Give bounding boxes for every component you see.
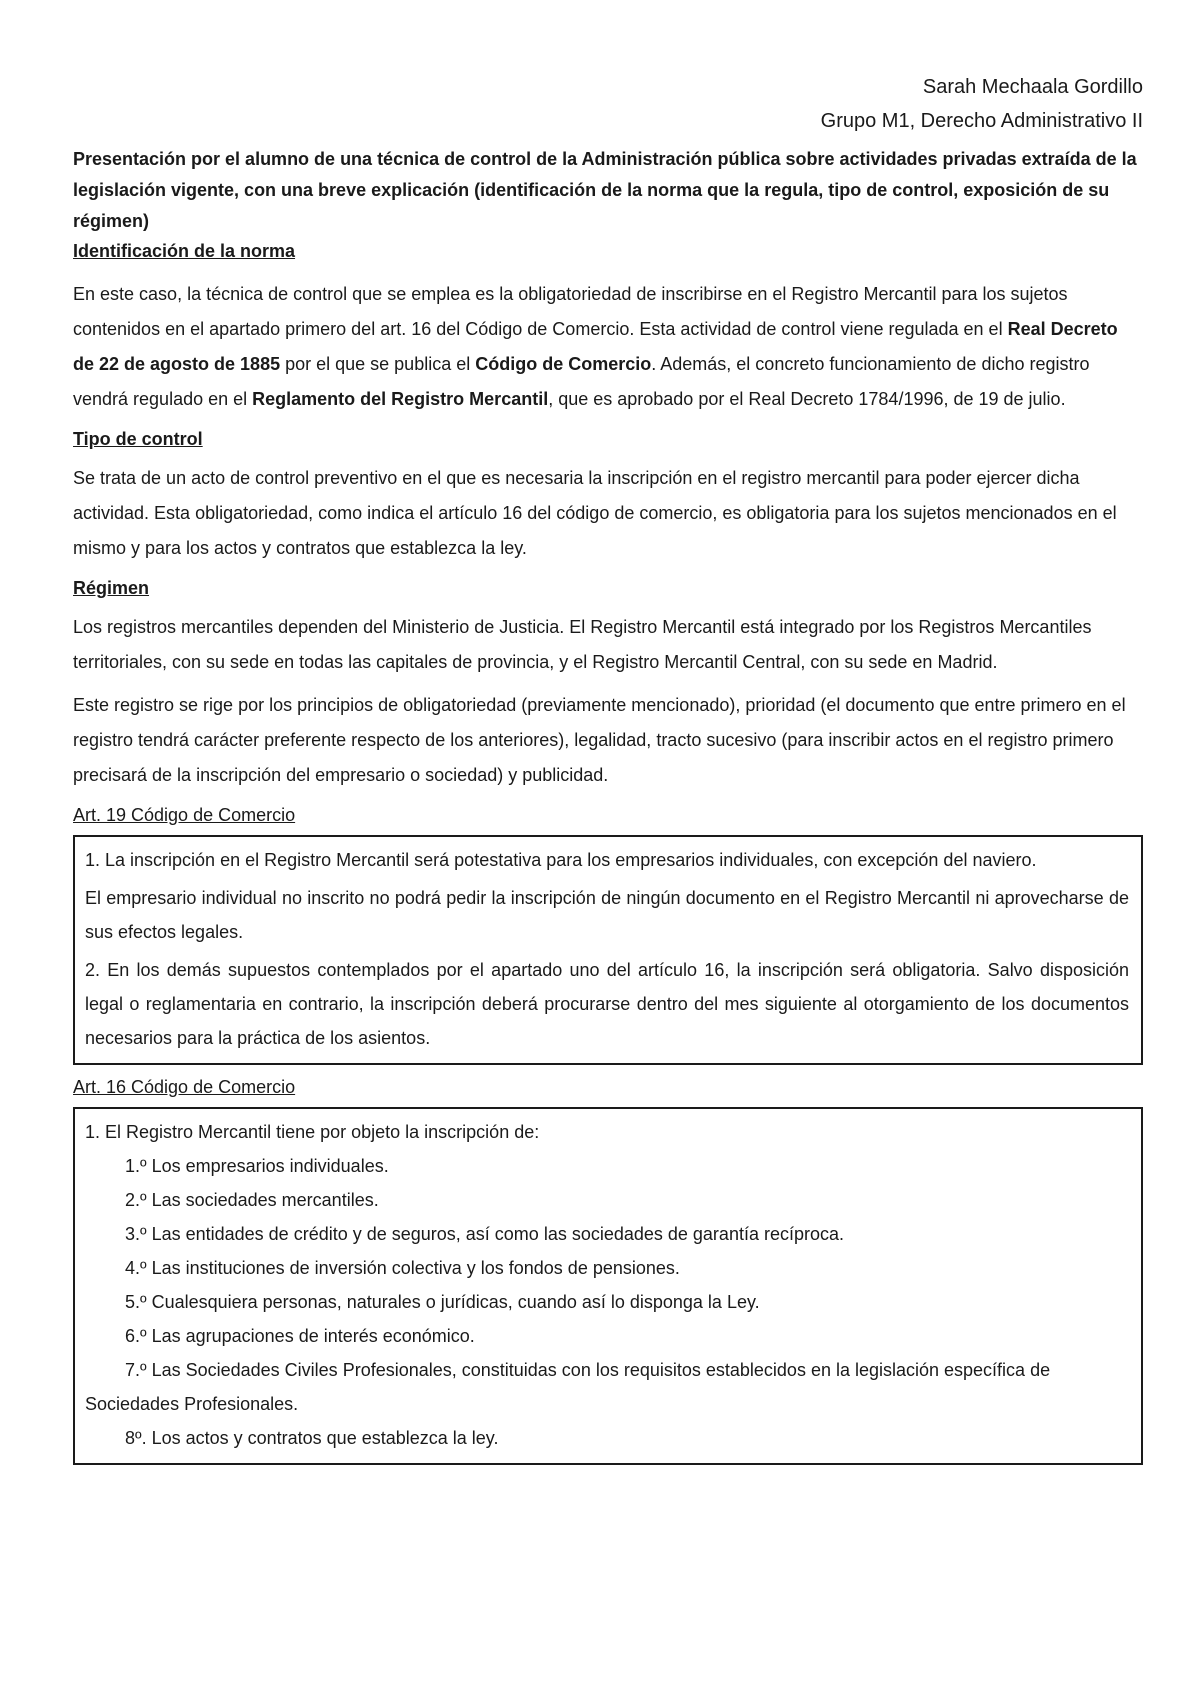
section-heading-identificacion: Identificación de la norma <box>73 241 296 261</box>
article-19-paragraph-3: 2. En los demás supuestos contemplados por el apartado uno del artículo 16, la inscripción será obligatoria. Salvo disposición legal o reglamentaria en contrario, la inscripción deberá procurarse dentro del mes siguiente al otorgamiento de los documentos necesarios para la práctica de los asientos. <box>85 960 1129 1048</box>
article-16-intro: 1. El Registro Mercantil tiene por objeto la inscripción de: <box>85 1122 540 1142</box>
list-item-7-line-1: 7.º Las Sociedades Civiles Profesionales, constituidas con los requisitos establecidos en la legislación específica de <box>125 1360 1051 1380</box>
list-item: 4.º Las instituciones de inversión colectiva y los fondos de pensiones. <box>125 1258 680 1278</box>
article-19-box <box>73 835 1143 1065</box>
list-item-7-line-2: Sociedades Profesionales. <box>85 1394 299 1414</box>
paragraph-identificacion: En este caso, la técnica de control que se emplea es la obligatoriedad de inscribirse en el Registro Mercantil para los sujetos contenidos en el apartado primero del art. 16 del Código de Comercio. Esta actividad de control viene regulada en el Real Decreto de 22 de agosto de 1885 por el que se publica el Código de Comercio. Además, el concreto funcionamiento de dicho registro vendrá regulado en el Reglamento del Registro Mercantil, que es aprobado por el Real Decreto 1784/1996, de 19 de julio. <box>73 284 1118 409</box>
course-group: Grupo M1, Derecho Administrativo II <box>820 110 1143 132</box>
article-19-paragraph-2: El empresario individual no inscrito no podrá pedir la inscripción de ningún documento en el Registro Mercantil ni aprovecharse de sus efectos legales. <box>85 888 1129 942</box>
article-16-heading: Art. 16 Código de Comercio <box>73 1077 296 1097</box>
list-item: 2.º Las sociedades mercantiles. <box>125 1190 379 1210</box>
list-item: 3.º Las entidades de crédito y de seguros, así como las sociedades de garantía recíproca. <box>125 1224 844 1244</box>
list-item-8: 8º. Los actos y contratos que establezca la ley. <box>125 1428 499 1448</box>
author-name: Sarah Mechaala Gordillo <box>922 76 1143 98</box>
list-item: 6.º Las agrupaciones de interés económico. <box>125 1326 475 1346</box>
list-item: 5.º Cualesquiera personas, naturales o jurídicas, cuando así lo disponga la Ley. <box>125 1292 760 1312</box>
section-heading-tipo-control: Tipo de control <box>73 429 203 449</box>
paragraph-regimen-1: Los registros mercantiles dependen del Ministerio de Justicia. El Registro Mercantil está integrado por los Registros Mercantiles territoriales, con su sede en todas las capitales de provincia, y el Registro Mercantil Central, con su sede en Madrid. <box>73 617 1092 672</box>
article-16-box <box>73 1107 1143 1465</box>
article-19-paragraph-1: 1. La inscripción en el Registro Mercantil será potestativa para los empresarios individuales, con excepción del naviero. <box>85 850 1037 870</box>
section-heading-regimen: Régimen <box>73 578 150 598</box>
assignment-statement: Presentación por el alumno de una técnica de control de la Administración pública sobre actividades privadas extraída de la legislación vigente, con una breve explicación (identificación de la norma que la regula, tipo de control, exposición de su régimen) <box>73 149 1137 231</box>
document-page <box>73 70 1143 1465</box>
paragraph-regimen-2: Este registro se rige por los principios de obligatoriedad (previamente mencionado), prioridad (el documento que entre primero en el registro tendrá carácter preferente respecto de los anteriores), legalidad, tracto sucesivo (para inscribir actos en el registro primero precisará de la inscripción del empresario o sociedad) y publicidad. <box>73 695 1126 785</box>
article-19-heading: Art. 19 Código de Comercio <box>73 805 296 825</box>
list-item: 1.º Los empresarios individuales. <box>125 1156 389 1176</box>
paragraph-tipo-control: Se trata de un acto de control preventivo en el que es necesaria la inscripción en el registro mercantil para poder ejercer dicha actividad. Esta obligatoriedad, como indica el artículo 16 del código de comercio, es obligatoria para los sujetos mencionados en el mismo y para los actos y contratos que establezca la ley. <box>73 468 1117 558</box>
